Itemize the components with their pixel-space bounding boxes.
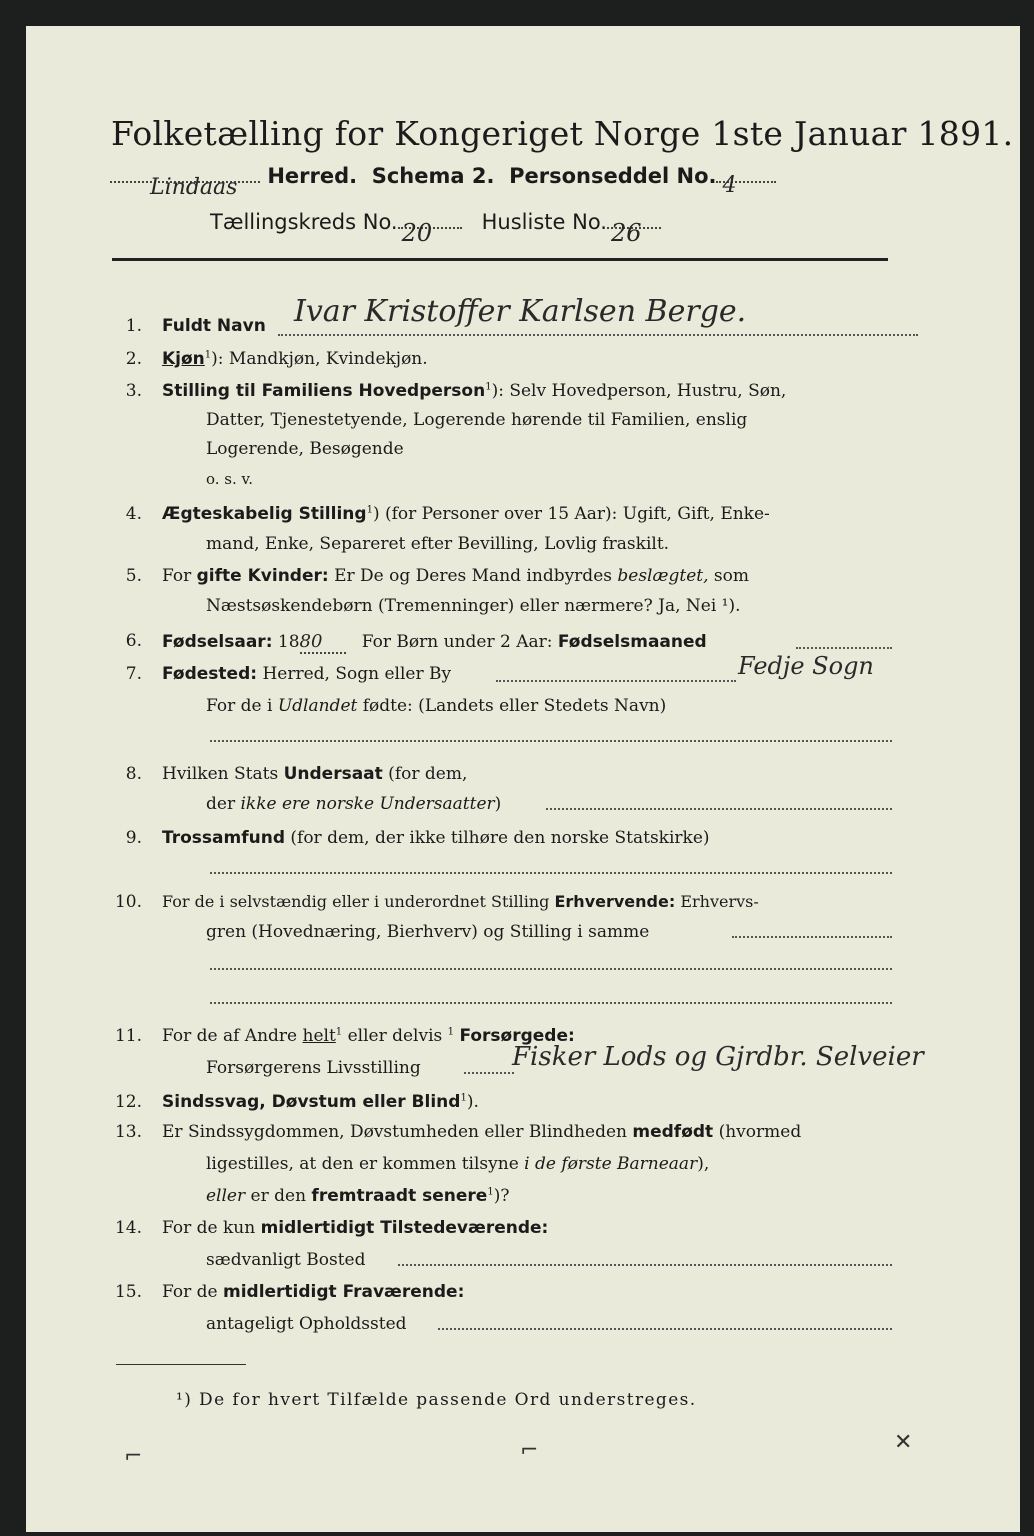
item-label: fremtraadt senere <box>311 1186 488 1206</box>
item-text: ): Selv Hovedperson, Hustru, Søn, <box>491 381 787 401</box>
item-3-line-2: Datter, Tjenestetyende, Logerende hørende til Familien, enslig <box>206 410 748 430</box>
item-label: midlertidigt Fraværende: <box>222 1282 465 1302</box>
item-text: som <box>708 566 749 586</box>
item-label: Erhvervende: <box>554 892 676 911</box>
item-text: Hvilken Stats <box>162 764 284 784</box>
item-number: 13. <box>114 1122 142 1142</box>
foreign-birthplace-field <box>210 740 892 742</box>
item-text: For de i selvstændig eller i underordnet Stilling <box>162 892 555 911</box>
item-4-line-2: mand, Enke, Separeret efter Bevilling, Lovlig fraskilt. <box>206 534 670 554</box>
item-label: Fødselsmaaned <box>557 632 707 652</box>
margin-mark: ✕ <box>894 1430 913 1455</box>
item-7-line-2 <box>206 696 666 716</box>
kreds-field <box>398 219 462 247</box>
usual-residence-field <box>398 1264 892 1266</box>
herred-label: Herred. <box>267 164 358 188</box>
kreds-husliste-line <box>210 210 661 247</box>
occupation-field-3 <box>210 1002 892 1004</box>
item-number: 12. <box>114 1092 142 1112</box>
header-divider <box>112 258 888 261</box>
item-label: Sindssvag, Døvstum eller Blind <box>162 1092 461 1112</box>
item-text: For de af Andre <box>162 1026 303 1046</box>
item-number: 3. <box>125 381 142 401</box>
item-label: Fuldt Navn <box>162 316 266 336</box>
item-text: ). <box>466 1092 479 1112</box>
religion-field <box>210 872 892 874</box>
margin-mark: ⌐ <box>124 1444 143 1469</box>
personseddel-field <box>716 173 776 198</box>
item-5-line-2: Næstsøskendebørn (Tremenninger) eller nærmere? Ja, Nei ¹). <box>206 596 741 616</box>
kreds-label: Tællingskreds No. <box>210 210 398 234</box>
item-number: 2. <box>125 349 142 369</box>
margin-mark: ⌐ <box>520 1438 539 1463</box>
item-text: ) <box>494 794 502 814</box>
item-text: For de <box>162 1282 223 1302</box>
item-text: ): Mandkjøn, Kvindekjøn. <box>211 349 428 369</box>
item-label: Ægteskabelig Stilling <box>162 504 367 524</box>
item-text: fødte: (Landets eller Stedets Navn) <box>357 696 667 716</box>
item-number: 10. <box>114 892 142 912</box>
occupation-field-2 <box>210 968 892 970</box>
item-text: )? <box>493 1186 510 1206</box>
birth-month-field <box>796 647 892 649</box>
birthplace-value: Fedje Sogn <box>738 652 874 680</box>
year-prefix: 18 <box>277 632 300 652</box>
item-number: 4. <box>125 504 142 524</box>
item-14-line-2: sædvanligt Bosted <box>206 1250 366 1270</box>
item-number: 1. <box>125 316 142 336</box>
item-text: For Børn under 2 Aar: <box>361 632 553 652</box>
schema-label: Schema 2. <box>371 164 495 188</box>
item-label: midlertidigt Tilstedeværende: <box>260 1218 549 1238</box>
item-number: 15. <box>114 1282 142 1302</box>
item-text-italic: eller <box>206 1186 246 1206</box>
item-13-line-2 <box>206 1154 709 1174</box>
item-text-italic: i de første Barneaar <box>524 1154 698 1174</box>
item-label: Trossamfund <box>162 828 285 848</box>
item-text: Er Sindssygdommen, Døvstumheden eller Blindheden <box>162 1122 633 1142</box>
item-text-italic: Udlandet <box>277 696 358 716</box>
herred-value: Lindaas <box>150 175 238 200</box>
probable-residence-field <box>438 1328 892 1330</box>
herred-field <box>110 175 260 200</box>
item-13-line-3: eller er den fremtraadt senere$^1$)? <box>206 1186 510 1206</box>
item-text-italic: ikke ere norske Undersaatter <box>240 794 495 814</box>
herred-schema-line <box>110 164 776 200</box>
item-text: ), <box>697 1154 710 1174</box>
item-number: 7. <box>125 664 142 684</box>
footnote: ¹) De for hvert Tilfælde passende Ord understreges. <box>176 1390 697 1410</box>
item-label: Undersaat <box>283 764 383 784</box>
item-text-italic: beslægtet, <box>617 566 709 586</box>
item-text: For de i <box>206 696 278 716</box>
name-value: Ivar Kristoffer Karlsen Berge. <box>294 294 747 329</box>
item-label: gifte Kvinder: <box>196 566 329 586</box>
item-number: 8. <box>125 764 142 784</box>
item-8-line-2 <box>206 794 501 814</box>
item-text: er den <box>245 1186 312 1206</box>
item-3-line-3: Logerende, Besøgende <box>206 439 404 459</box>
item-text: der <box>206 794 241 814</box>
item-text: Erhvervs- <box>675 892 759 911</box>
item-text: (hvormed <box>713 1122 802 1142</box>
husliste-value: 26 <box>610 219 642 247</box>
item-label: medfødt <box>632 1122 714 1142</box>
item-15-line-2: antageligt Opholdssted <box>206 1314 407 1334</box>
census-form: Folketælling for Kongeriget Norge 1ste Januar 1891. Lindaas Herred. Schema 2. Personseddel No. 4 Tællingskreds No. 20 Husliste No. 26 1. Fuldt Navn Ivar Kristoffer Karlsen Berge. 2. Kjøn$^1$): Mandkjøn, Kvindekjøn. 3. Stilling til Familiens Hovedperson$^1$): Selv Hovedperson, Hustru, Søn, Datter, Tjenestetyende, Logerende hørende til Familien, enslig Logerende, Besøgende o. s. v. 4. Ægteskabelig Stilling$^1$) (for Personer over 15 Aar): Ugift, Gift, Enke- mand, Enke, Separeret efter Bevilling, Lovlig fraskilt. 5. For gifte Kvinder: Er De og Deres Mand indbyrdes beslægtet, som Næstsøskendebørn (Tremenninger) eller nærmere? Ja, Nei ¹). 6. Fødselsaar: 1880 For Børn under 2 Aar: Fødselsmaaned 7. Fødested: Herred, Sogn eller By Fedje Sogn For de i Udlandet fødte: (Landets eller Stedets Navn) 8. Hvilken Stats Undersaat (for dem, der ikke ere norske Undersaatter) 9. Trossamfund (for dem, der ikke tilhøre den norske Statskirke) 10. For de i selvstændig eller i underordnet Stilling Erhvervende: Erhvervs- gren (Hovednæring, Bierhverv) og Stilling i samme 11. For de af Andre helt$^1$ eller delvis $^1$ Forsørgede: Forsørgerens Livsstilling Fisker Lods og Gjrdbr. Selveier 12. Sindssvag, Døvstum eller Blind$^1$). 13. Er Sindssygdommen, Døvstumheden eller Blindheden medfødt (hvormed ligestilles, at den er kommen tilsyne i de første Barneaar), eller er den fremtraadt senere$^1$)? 14. For de kun midlertidigt Tilstedeværende: sædvanligt Bosted 15. For de midlertidigt Fraværende: antageligt Opholdssted ¹) De for hvert Tilfælde passende Ord understreges. ⌐ ⌐ ✕ <box>26 26 1020 1532</box>
item-3-line-4: o. s. v. <box>206 470 253 488</box>
item-text: (for dem, der ikke tilhøre den norske Statskirke) <box>284 828 710 848</box>
name-field <box>278 334 918 336</box>
item-number: 9. <box>125 828 142 848</box>
citizenship-field <box>546 808 892 810</box>
item-text: Herred, Sogn eller By <box>257 664 452 684</box>
item-number: 5. <box>125 566 142 586</box>
footnote-ref: 1 <box>485 381 492 393</box>
item-number: 14. <box>114 1218 142 1238</box>
item-label: Fødested: <box>162 664 258 684</box>
husliste-field <box>607 219 661 247</box>
personseddel-value: 4 <box>722 173 737 198</box>
form-title: Folketælling for Kongeriget Norge 1ste Januar 1891. <box>111 114 1014 153</box>
birth-year-value: 80 <box>300 631 346 654</box>
item-text: For de kun <box>162 1218 261 1238</box>
item-text: eller delvis <box>342 1026 448 1046</box>
footnote-divider <box>116 1364 246 1365</box>
item-text: (for dem, <box>382 764 468 784</box>
item-10-line-2: gren (Hovednæring, Bierhverv) og Stilling i samme <box>206 922 650 942</box>
item-label: Fødselsaar: <box>162 632 273 652</box>
item-text: ligestilles, at den er kommen tilsyne <box>206 1154 525 1174</box>
item-11-line-2: Forsørgerens Livsstilling <box>206 1058 421 1078</box>
item-text-underlined: helt <box>302 1026 336 1046</box>
item-label: Forsørgede: <box>459 1026 575 1046</box>
footnote-ref: 1 <box>366 504 373 516</box>
husliste-label: Husliste No. <box>481 210 607 234</box>
item-label: Stilling til Familiens Hovedperson <box>162 381 486 401</box>
birthplace-field <box>496 680 736 682</box>
item-number: 6. <box>125 631 142 651</box>
footnote-ref: 1 <box>204 349 212 361</box>
item-text: Er De og Deres Mand indbyrdes <box>328 566 618 586</box>
provider-occupation-value: Fisker Lods og Gjrdbr. Selveier <box>512 1042 924 1072</box>
occupation-field-1 <box>732 936 892 938</box>
item-label: Kjøn <box>162 349 205 369</box>
item-number: 11. <box>114 1026 142 1046</box>
item-text: ) (for Personer over 15 Aar): Ugift, Gift, Enke- <box>372 504 770 524</box>
provider-field <box>464 1072 514 1074</box>
item-text: For <box>162 566 197 586</box>
kreds-value: 20 <box>401 219 433 247</box>
personseddel-label: Personseddel No. <box>509 164 717 188</box>
